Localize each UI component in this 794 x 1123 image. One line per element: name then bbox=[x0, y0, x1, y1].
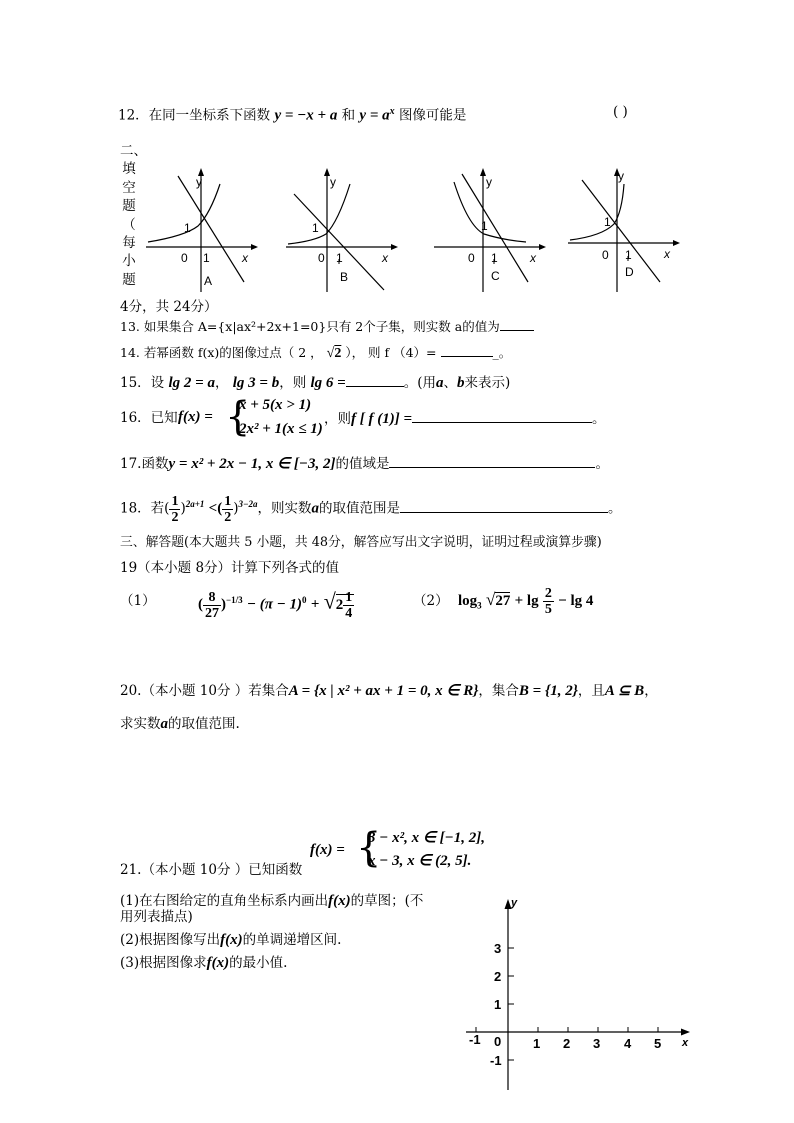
q21-item-2 bbox=[120, 932, 341, 948]
q21-item3-text-b: 的最小值. bbox=[229, 955, 288, 971]
option-label-c: C bbox=[491, 269, 500, 283]
q12-graph-b bbox=[280, 164, 400, 294]
q19-mixed-fraction bbox=[343, 590, 354, 621]
q12-graph-a bbox=[140, 164, 260, 294]
q17-function: y = x² + 2x − 1, x ∈ [−3, 2] bbox=[168, 456, 336, 472]
q21-item-1 bbox=[120, 893, 423, 909]
q13-answer-blank[interactable] bbox=[500, 318, 534, 331]
origin-label: 0 bbox=[318, 251, 325, 265]
q20-set-a: A = {x | x² + ax + 1 = 0, x ∈ R} bbox=[288, 683, 479, 699]
q19-mixed-whole: 2 bbox=[335, 596, 344, 613]
y-intercept-label: 1 bbox=[604, 215, 611, 229]
q18-fraction-1 bbox=[169, 494, 180, 525]
section2-char: 每 bbox=[122, 235, 136, 252]
q21-case-1: 3 − x², x ∈ [−1, 2], bbox=[368, 830, 485, 846]
q20-var-a: a bbox=[160, 716, 168, 732]
q12-formula-2-exponent: x bbox=[389, 106, 395, 117]
y-tick-label: 3 bbox=[494, 941, 502, 956]
q12-formula-2: y = a bbox=[359, 107, 390, 124]
q21-item2-fx: f(x) bbox=[220, 932, 243, 948]
q20-subset: A ⊆ B bbox=[604, 683, 645, 699]
y-tick-label: -1 bbox=[490, 1053, 502, 1068]
q19-part2-expression: $\log_3 √27 + \lg$ $\frac{2}{5}$ − lg 4 bbox=[458, 586, 594, 617]
q20-text-c: ，且 bbox=[577, 683, 605, 699]
q13-text: 13. 如果集合 A={x|ax²+2x+1=0}只有 2个子集，则实数 a的值为 bbox=[120, 319, 500, 334]
q14-text-b: ）， 则 f （4）= bbox=[345, 345, 437, 360]
q21-item1-text-b: 的草图；(不 bbox=[350, 893, 424, 909]
q21-item1-fx: f(x) bbox=[328, 893, 351, 909]
q20-text-a: 20.（本小题 10分 ）若集合 bbox=[120, 683, 289, 699]
numerator: 1 bbox=[224, 493, 232, 509]
section2-char: 题 bbox=[122, 198, 136, 215]
section2-char: 空 bbox=[122, 179, 136, 196]
q18-text-d: 。 bbox=[607, 500, 622, 517]
q15-line bbox=[120, 374, 510, 391]
q20-line-1 bbox=[120, 683, 658, 699]
y-intercept-label: 1 bbox=[481, 219, 488, 233]
q16-tail bbox=[324, 410, 606, 427]
origin-label: 0 bbox=[494, 1034, 502, 1049]
axis-y-label: y bbox=[486, 175, 492, 189]
q14-sqrt-value: 2 bbox=[334, 346, 342, 361]
q12-line bbox=[118, 104, 466, 124]
q21-intro: 21.（本小题 10分 ）已知函数 bbox=[120, 862, 303, 878]
q16-text-c: 。 bbox=[592, 411, 606, 427]
q17-answer-blank[interactable] bbox=[389, 455, 595, 468]
origin-label: 0 bbox=[181, 251, 188, 265]
y-intercept-label: 1 bbox=[312, 221, 319, 235]
denominator: 27 bbox=[205, 605, 219, 621]
q19-pi-term: − (π − 1) bbox=[246, 596, 303, 613]
q19-fraction-8-27 bbox=[203, 590, 221, 621]
q14-text-a: 14. 若幂函数 f(x)的图像过点（ 2 ， bbox=[120, 345, 323, 360]
denominator: 2 bbox=[224, 509, 232, 525]
q19-radicand: 27 bbox=[495, 593, 511, 609]
q12-graph-d bbox=[562, 164, 682, 294]
x-tick-label: 1 bbox=[625, 248, 632, 262]
x-tick-label: 2 bbox=[563, 1036, 571, 1051]
q18-line: 18．若( $\frac{1}{2}$ )$^{2a+1}$ <( $\frac{1}{2}$ )$^{3-2a}$，则实数a的取值范围是 。 bbox=[120, 493, 622, 525]
q18-text-c: 的取值范围是 bbox=[318, 500, 400, 517]
q20-line-2 bbox=[120, 716, 240, 732]
y-tick-label: 2 bbox=[494, 969, 502, 984]
q12-graph-c bbox=[428, 164, 548, 294]
section3-title: 三、解答题(本大题共 5 小题，共 48分，解答应写出文字说明，证明过程或演算步骤) bbox=[120, 535, 602, 550]
q18-var-a: a bbox=[311, 500, 319, 517]
q12-and: 和 bbox=[341, 107, 356, 124]
x-tick-label: 1 bbox=[336, 251, 343, 265]
q21-item3-text-a: (3)根据图像求 bbox=[120, 955, 207, 971]
q15-math-lg3: lg 3 = b bbox=[232, 375, 280, 391]
q15-answer-blank[interactable] bbox=[346, 374, 404, 387]
axis-x-label: x bbox=[664, 247, 670, 261]
q16-case-1: x + 5(x > 1) bbox=[239, 397, 312, 413]
q21-item1-text-c: 用列表描点) bbox=[120, 909, 193, 925]
q19-plus: + bbox=[310, 596, 320, 613]
axis-x-label: x bbox=[242, 251, 248, 265]
axis-x-label: x bbox=[530, 251, 536, 265]
q15-math-lg6: lg 6 = bbox=[310, 375, 346, 391]
q15-text-a: 15．设 bbox=[120, 375, 165, 391]
q19-fraction-2-5 bbox=[543, 586, 554, 617]
q21-fx: f(x) = bbox=[310, 842, 345, 858]
q15-text-b: ，则 bbox=[279, 375, 307, 391]
section2-char: 填 bbox=[122, 161, 136, 178]
q18-exponent-2: 3−2a bbox=[238, 499, 258, 509]
q21-brace: { bbox=[356, 825, 382, 871]
x-tick-label: -1 bbox=[469, 1032, 481, 1047]
q20-line2-a: 求实数 bbox=[120, 716, 161, 732]
q21-item2-text-b: 的单调递增区间. bbox=[242, 932, 342, 948]
q15-text-d: 、 bbox=[443, 375, 458, 391]
q19-minus-lg4: − lg 4 bbox=[558, 593, 594, 609]
q19-plus-lg: + lg bbox=[514, 593, 539, 609]
section2-tail: 4分，共 24分） bbox=[120, 299, 218, 315]
q20-line2-b: 的取值范围. bbox=[168, 716, 240, 732]
q15-var-a: a bbox=[436, 375, 444, 391]
q19-part1-expression: ( $\frac{8}{27}$ )$^{-1/3} - (\pi - 1)^0 + √2$ $\frac{1}{4}$ bbox=[198, 588, 353, 621]
q21-item2-text-a: (2)根据图像写出 bbox=[120, 932, 221, 948]
numerator: 1 bbox=[345, 589, 353, 605]
q19-log-base: 3 bbox=[477, 600, 482, 611]
section2-vertical-heading bbox=[120, 142, 147, 289]
origin-label: 0 bbox=[602, 248, 609, 262]
option-label-d: D bbox=[625, 265, 634, 279]
numerator: 8 bbox=[203, 590, 221, 606]
axis-x-label: x bbox=[382, 251, 388, 265]
q16-case-2: 2x² + 1(x ≤ 1) bbox=[239, 421, 323, 437]
q18-fraction-2 bbox=[222, 494, 233, 525]
q15-math-lg2: lg 2 = a bbox=[168, 375, 215, 391]
x-tick-label: 1 bbox=[203, 251, 210, 265]
q17-text-c: 。 bbox=[595, 456, 609, 472]
x-tick-label: 1 bbox=[491, 251, 498, 265]
denominator: 4 bbox=[345, 605, 353, 621]
origin-label: 0 bbox=[468, 251, 475, 265]
q18-exponent-1: 2a+1 bbox=[185, 499, 205, 509]
q21-item-3 bbox=[120, 955, 287, 971]
x-tick-label: 5 bbox=[654, 1036, 662, 1051]
q19-log: log bbox=[458, 593, 478, 609]
q12-prefix: 12．在同一坐标系下函数 bbox=[118, 107, 271, 124]
q16-fx: f(x) = bbox=[178, 409, 213, 425]
y-tick-label: 1 bbox=[494, 997, 502, 1012]
denominator: 2 bbox=[171, 509, 179, 525]
q19-part1-label: （1） bbox=[120, 593, 156, 609]
q15-text-c: 。(用 bbox=[403, 375, 437, 391]
q18-answer-blank[interactable] bbox=[400, 500, 608, 513]
q12-answer-paren: ( ) bbox=[613, 104, 628, 120]
q19-exponent-zero: 0 bbox=[302, 595, 307, 605]
section2-char: 二、 bbox=[120, 143, 147, 159]
q19-part2-label: （2） bbox=[413, 593, 449, 609]
q14-line: 14. 若幂函数 f(x)的图像过点（ 2 ， √2 ）， 则 f （4）= _。 bbox=[120, 345, 512, 361]
q20-text-d: ， bbox=[644, 683, 658, 699]
q21-item1-text-a: (1)在右图给定的直角坐标系内画出 bbox=[120, 893, 329, 909]
q20-text-b: ，集合 bbox=[478, 683, 519, 699]
x-tick-label: 1 bbox=[533, 1036, 541, 1051]
q17-line bbox=[120, 455, 609, 472]
numerator: 2 bbox=[544, 586, 552, 601]
q18-text-b: ，则实数 bbox=[257, 500, 312, 517]
axis-y-label: y bbox=[330, 175, 336, 189]
q12-suffix: 图像可能是 bbox=[398, 107, 467, 124]
section2-char: （ bbox=[122, 216, 136, 233]
q16-ff: f [ f (1)] = bbox=[351, 411, 413, 427]
axis-x-label: x bbox=[682, 1037, 689, 1049]
axis-y-label: y bbox=[196, 175, 202, 189]
q15-sep: ， bbox=[214, 375, 229, 391]
q21-coordinate-axes bbox=[458, 890, 698, 1095]
axis-y-label: y bbox=[618, 169, 624, 183]
q15-var-b: b bbox=[457, 375, 465, 391]
q14-answer-blank[interactable] bbox=[441, 344, 493, 357]
q13-line bbox=[120, 318, 534, 335]
q15-text-e: 来表示) bbox=[464, 375, 511, 391]
q16-answer-blank[interactable] bbox=[412, 410, 592, 423]
q17-text-a: 17.函数 bbox=[120, 456, 169, 472]
q21-item3-fx: f(x) bbox=[206, 955, 230, 971]
q16-brace: { bbox=[225, 394, 251, 440]
axis-y-label: y bbox=[511, 897, 518, 909]
option-label-b: B bbox=[340, 270, 349, 284]
numerator: 1 bbox=[171, 493, 179, 509]
q20-set-b: B = {1, 2} bbox=[518, 683, 578, 699]
section2-char: 题 bbox=[122, 271, 136, 288]
q12-formula-1: y = −x + a bbox=[274, 107, 338, 124]
q19-exponent: −1/3 bbox=[226, 595, 243, 605]
x-tick-label: 4 bbox=[624, 1036, 632, 1051]
section2-char: 小 bbox=[122, 253, 136, 270]
denominator: 5 bbox=[544, 602, 552, 617]
q18-text-a: 18．若( bbox=[120, 500, 170, 517]
option-label-a: A bbox=[204, 274, 213, 288]
q21-case-2: x − 3, x ∈ (2, 5]. bbox=[368, 853, 472, 869]
q19-title: 19（本小题 8分）计算下列各式的值 bbox=[120, 560, 340, 576]
q17-text-b: 的值域是 bbox=[335, 456, 390, 472]
y-intercept-label: 1 bbox=[184, 221, 191, 235]
q16-text-a: 16．已知 bbox=[120, 410, 178, 426]
q16-text-b: ，则 bbox=[324, 411, 351, 427]
q18-less-than: <( bbox=[208, 500, 223, 517]
q14-text-c: _。 bbox=[492, 345, 512, 360]
x-tick-label: 3 bbox=[593, 1036, 601, 1051]
